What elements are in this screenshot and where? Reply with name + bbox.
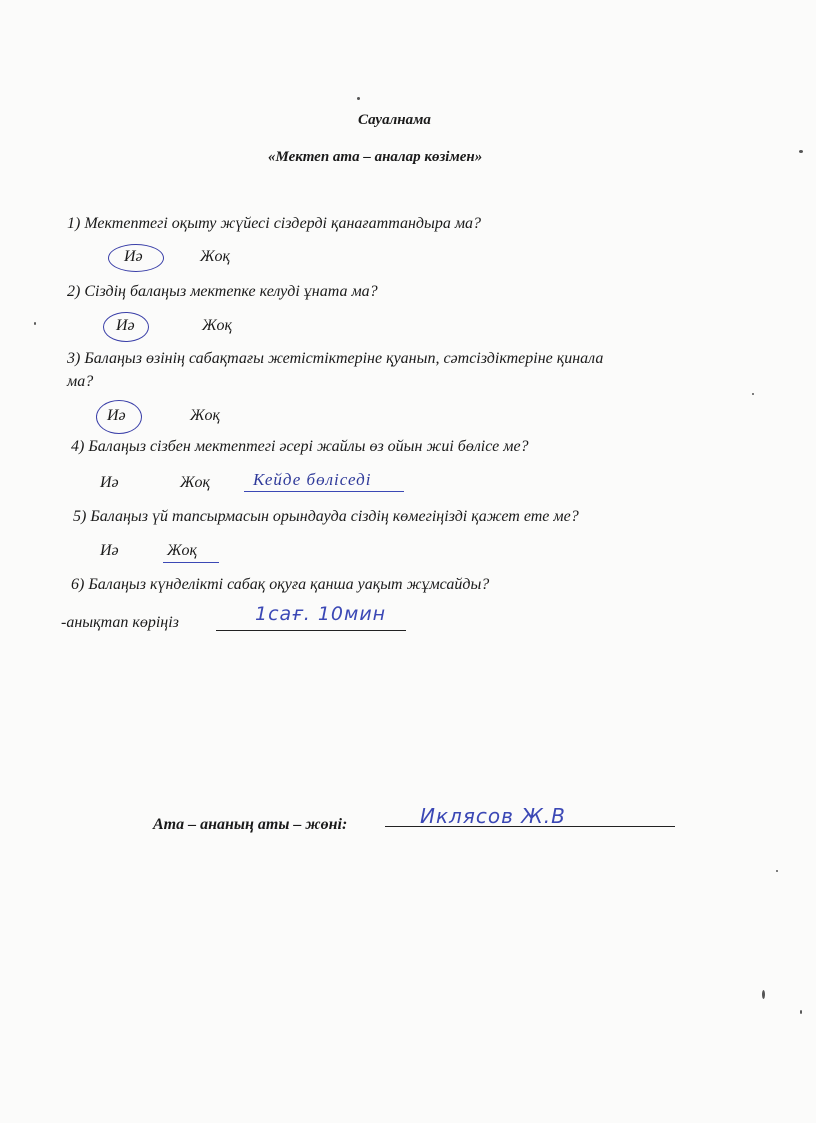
option-yes[interactable]: Иә	[100, 474, 119, 491]
option-yes[interactable]: Иә	[124, 248, 143, 265]
page-title: Сауалнама	[358, 112, 431, 128]
scan-speck	[762, 990, 765, 999]
option-no[interactable]: Жоқ	[180, 474, 210, 491]
option-no[interactable]: Жоқ	[167, 542, 197, 559]
selected-answer-underline	[163, 562, 219, 563]
scan-speck	[357, 97, 360, 100]
question-2: 2) Сіздің балаңыз мектепке келуді ұната ма?	[67, 283, 378, 300]
page-subtitle: «Мектеп ата – аналар көзімен»	[268, 149, 483, 165]
option-no[interactable]: Жоқ	[202, 317, 232, 334]
option-no[interactable]: Жоқ	[200, 248, 230, 265]
question-5: 5) Балаңыз үй тапсырмасын орындауда сіздің көмегіңізді қажет ете ме?	[73, 508, 579, 525]
handwritten-name: Иклясов Ж.В	[420, 804, 566, 828]
scan-speck	[800, 1010, 802, 1014]
question-3: 3) Балаңыз өзінің сабақтағы жетістіктеріне қуанып, сәтсіздіктеріне қинала	[67, 350, 604, 367]
handwritten-answer: 1сағ. 10мин	[255, 603, 387, 625]
option-no[interactable]: Жоқ	[190, 407, 220, 424]
scan-speck	[776, 870, 778, 872]
scan-speck	[799, 150, 803, 153]
scan-speck	[34, 322, 36, 325]
option-yes[interactable]: Иә	[107, 407, 126, 424]
question-4: 4) Балаңыз сізбен мектептегі әсері жайлы өз ойын жиі бөлісе ме?	[71, 438, 529, 455]
answer-underline	[244, 491, 404, 492]
question-6: 6) Балаңыз күнделікті сабақ оқуға қанша уақыт жұмсайды?	[71, 576, 490, 593]
handwritten-answer: Кейде бөліседі	[253, 470, 372, 489]
option-yes[interactable]: Иә	[100, 542, 119, 559]
parent-name-label: Ата – ананың аты – жөні:	[153, 816, 348, 833]
answer-line	[216, 630, 406, 631]
scan-speck	[752, 393, 754, 395]
answer-prompt: -анықтап көріңіз	[61, 614, 179, 631]
question-1: 1) Мектептегі оқыту жүйесі сіздерді қанағаттандыра ма?	[67, 215, 482, 232]
question-3-continuation: ма?	[67, 373, 94, 390]
option-yes[interactable]: Иә	[116, 317, 135, 334]
